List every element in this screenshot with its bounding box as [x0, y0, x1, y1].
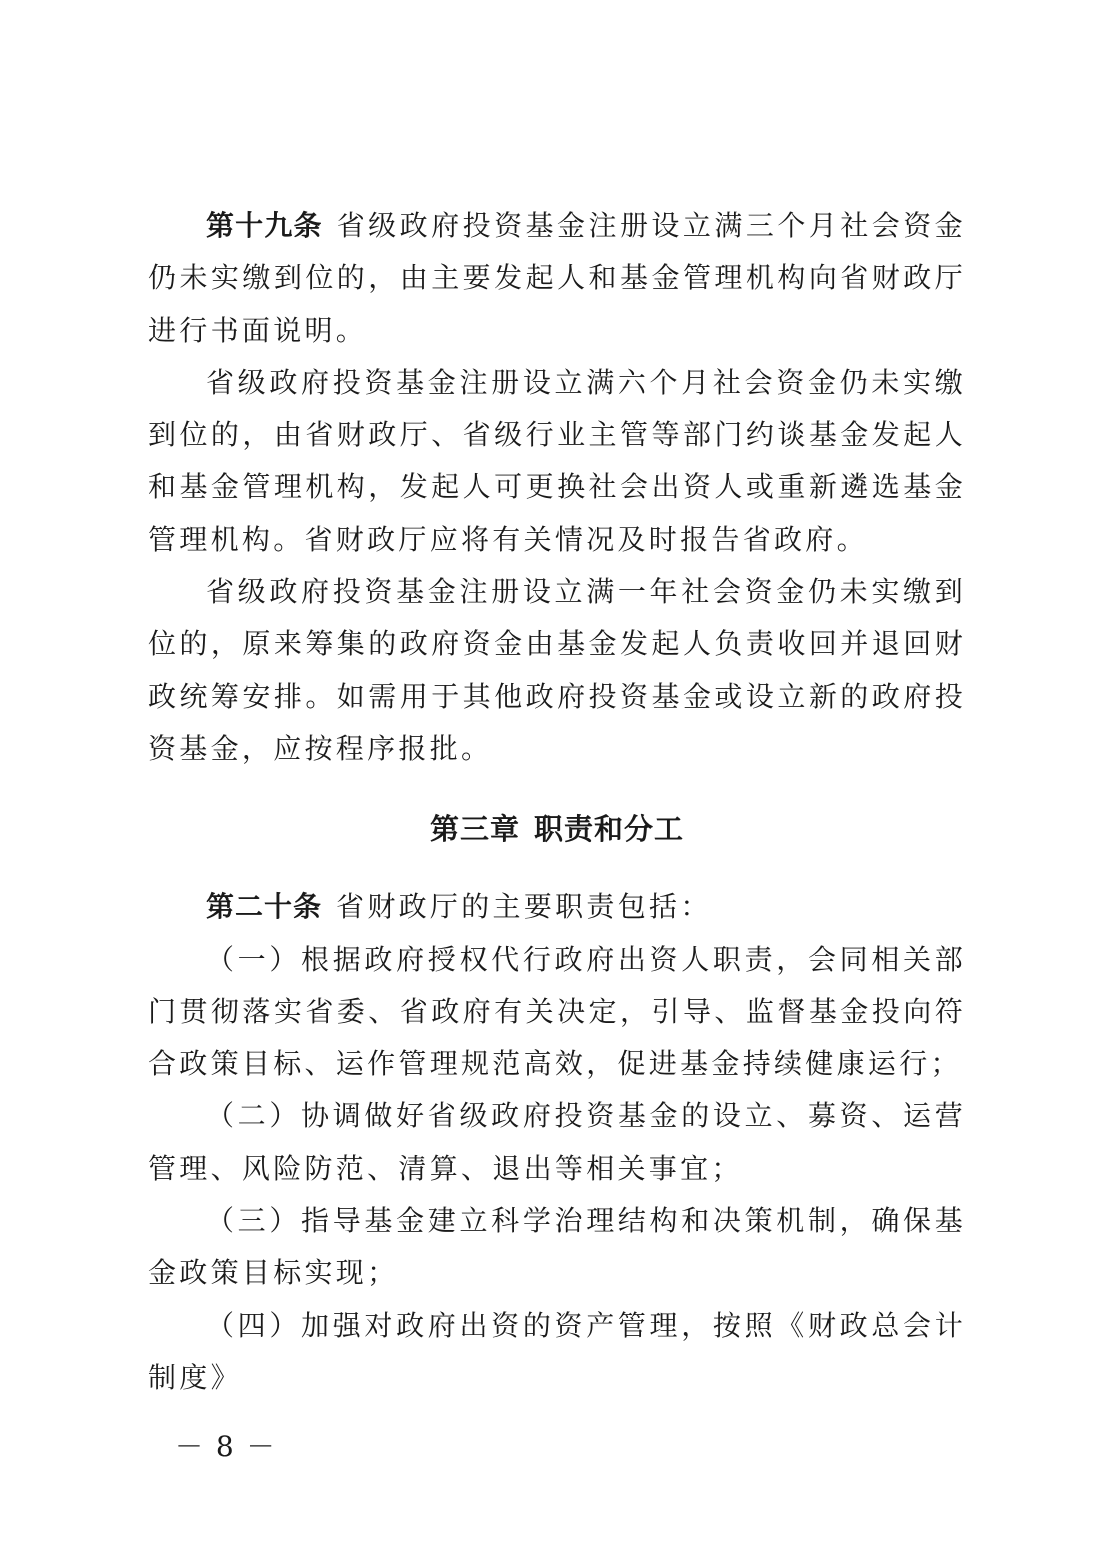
article-20-item-3: （三）指导基金建立科学治理结构和决策机制，确保基金政策目标实现；: [148, 1204, 966, 1290]
article-20-intro-text: 省财政厅的主要职责包括：: [336, 890, 712, 924]
article-19-paragraph-3: 省级政府投资基金注册设立满一年社会资金仍未实缴到位的，原来筹集的政府资金由基金发起人负责收回并退回财政统筹安排。如需用于其他政府投资基金或设立新的政府投资基金，应按程序报批。: [148, 575, 966, 765]
article-20-paragraph-intro: [148, 881, 966, 933]
article-20-label: 第二十条: [206, 890, 323, 924]
article-19-paragraph-2: 省级政府投资基金注册设立满六个月社会资金仍未实缴到位的，由省财政厅、省级行业主管等部门约谈基金发起人和基金管理机构，发起人可更换社会出资人或重新遴选基金管理机构。省财政厅应将有关情况及时报告省政府。: [148, 365, 966, 556]
article-19-label: 第十九条: [206, 209, 323, 242]
article-19-text-1: 省级政府投资基金注册设立满三个月社会资金仍未实缴到位的，由主要发起人和基金管理机构向省财政厅进行书面说明。: [148, 209, 966, 347]
article-19-paragraph-1: [148, 200, 966, 357]
article-20-item-2: （二）协调做好省级政府投资基金的设立、募资、运营管理、风险防范、清算、退出等相关事宜；: [148, 1099, 966, 1185]
chapter-heading: [148, 803, 966, 855]
chapter-title: 职责和分工: [534, 812, 685, 847]
document-body: [148, 200, 966, 1404]
page-number: － 8 －: [175, 1430, 277, 1463]
article-20-item-4: （四）加强对政府出资的资产管理，按照《财政总会计制度》: [148, 1308, 966, 1394]
chapter-number: 第三章: [429, 812, 520, 847]
article-20-item-1: （一）根据政府授权代行政府出资人职责，会同相关部门贯彻落实省委、省政府有关决定，引导、监督基金投向符合政策目标、运作管理规范高效，促进基金持续健康运行；: [148, 942, 966, 1081]
